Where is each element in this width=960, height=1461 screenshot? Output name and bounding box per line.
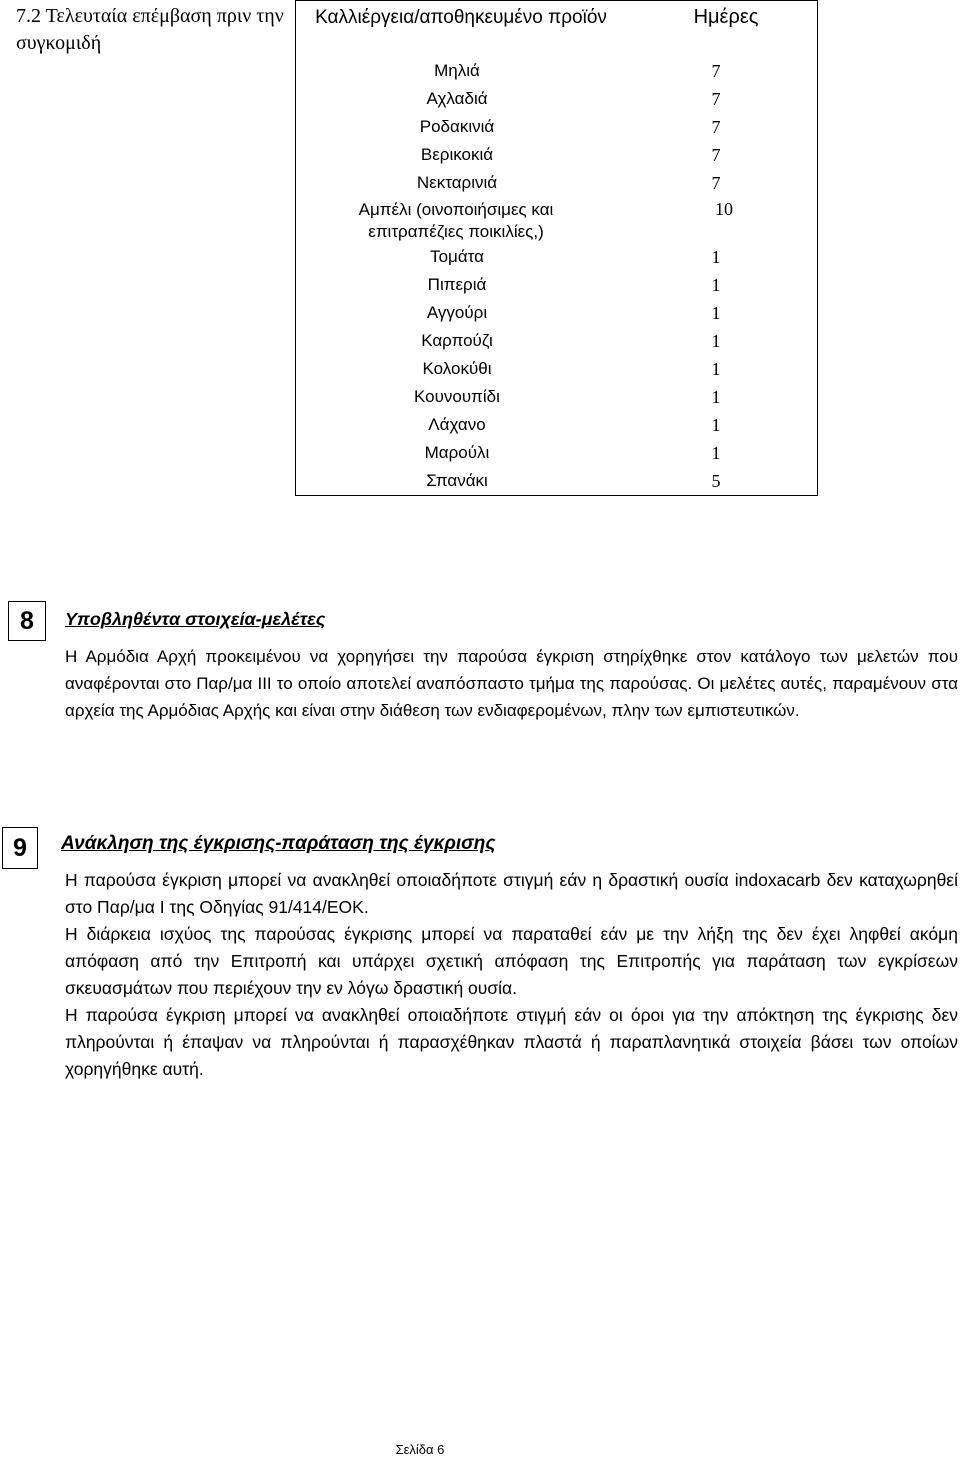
table-row xyxy=(296,243,819,271)
table-row xyxy=(296,197,819,243)
table-row xyxy=(296,355,819,383)
table-row xyxy=(296,467,819,495)
table-cell-days: 5 xyxy=(711,471,721,491)
table-cell-days: 7 xyxy=(711,89,721,109)
table-cell-crop: Αγγούρι xyxy=(426,303,488,322)
table-cell-days: 7 xyxy=(711,173,721,193)
table-cell-crop: Ροδακινιά xyxy=(419,117,495,136)
table-cell-crop: Βερικοκιά xyxy=(420,145,494,164)
table-row xyxy=(296,169,819,197)
section-9-heading: Ανάκληση της έγκρισης-παράταση της έγκρισης xyxy=(61,833,496,854)
table-row xyxy=(296,141,819,169)
table-header-crop: Καλλιέργεια/αποθηκευμένο προϊόν xyxy=(315,7,607,28)
table-cell-days: 1 xyxy=(711,359,721,379)
table-cell-crop: Μαρούλι xyxy=(424,443,490,462)
table-cell-crop: Καρπούζι xyxy=(421,331,493,350)
table-cell-crop: Πιπεριά xyxy=(427,275,487,294)
section-9-body xyxy=(65,867,958,1083)
table-cell-crop: Κολοκύθι xyxy=(422,359,492,378)
page-number: Σελίδα 6 xyxy=(395,1442,445,1457)
pre-harvest-interval-table xyxy=(295,0,818,496)
table-cell-days: 1 xyxy=(711,387,721,407)
table-cell-crop: Κουνουπίδι xyxy=(414,387,500,406)
table-cell-days: 7 xyxy=(711,117,721,137)
section-8-paragraph: Η Αρμόδια Αρχή προκειμένου να χορηγήσει την παρούσα έγκριση στηρίχθηκε στον κατάλογο των μελετών που αναφέρονται στο Παρ/μα ΙΙΙ το οποίο αποτελεί αναπόσπαστο τμήμα της παρούσας. Οι μελέτες αυτές, παραμένουν στα αρχεία της Αρμόδιας Αρχής και είναι στην διάθεση των ενδιαφερομένων, πλην των εμπιστευτικών. xyxy=(65,647,958,720)
table-row xyxy=(296,439,819,467)
table-cell-crop: Σπανάκι xyxy=(426,471,488,490)
table-cell-crop: Λάχανο xyxy=(428,415,486,434)
table-cell-days: 1 xyxy=(711,443,721,463)
table-cell-crop: Νεκταρινιά xyxy=(416,173,498,192)
table-row xyxy=(296,57,819,85)
section-9-paragraph: Η διάρκεια ισχύος της παρούσας έγκρισης μπορεί να παραταθεί εάν με την λήξη της δεν έχει ληφθεί ακόμη απόφαση από την Επιτροπή και υπάρχει σχετική απόφαση της Επιτροπής για παράταση των εγκρίσεων σκευασμάτων που περιέχουν την εν λόγω δραστική ουσία. xyxy=(65,924,958,998)
table-row xyxy=(296,327,819,355)
section-9-paragraph: Η παρούσα έγκριση μπορεί να ανακληθεί οποιαδήποτε στιγμή εάν η δραστική ουσία indoxacarb δεν καταχωρηθεί στο Παρ/μα Ι της Οδηγίας 91/414/ΕΟΚ. xyxy=(65,870,958,917)
table-row xyxy=(296,383,819,411)
section-number-box: 9 xyxy=(2,827,38,869)
table-cell-days: 1 xyxy=(711,331,721,351)
section-9-paragraph: Η παρούσα έγκριση μπορεί να ανακληθεί οποιαδήποτε στιγμή εάν οι όροι για την απόκτηση της έγκρισης δεν πληρούνται ή έπαψαν να πληρούνται ή παρασχέθηκαν πλαστά ή παραπλανητικά στοιχεία βάσει των οποίων χορηγήθηκε αυτή. xyxy=(65,1005,958,1079)
table-cell-crop: Αμπέλι (οινοποιήσιμες και επιτραπέζιες ποικιλίες,) xyxy=(358,200,554,241)
table-row xyxy=(296,113,819,141)
table-cell-days: 1 xyxy=(711,303,721,323)
table-row xyxy=(296,411,819,439)
table-cell-days: 1 xyxy=(711,275,721,295)
table-row xyxy=(296,299,819,327)
table-cell-crop: Αχλαδιά xyxy=(426,89,488,108)
table-cell-days: 1 xyxy=(711,415,721,435)
table-cell-crop: Τομάτα xyxy=(430,247,484,266)
table-cell-days: 7 xyxy=(711,61,721,81)
table-cell-crop: Μηλιά xyxy=(434,61,480,80)
table-cell-days: 10 xyxy=(715,199,733,219)
table-header-days: Ημέρες xyxy=(693,6,759,28)
section-number-box: 8 xyxy=(8,601,46,641)
table-row xyxy=(296,85,819,113)
table-row xyxy=(296,271,819,299)
section-8-heading: Υποβληθέντα στοιχεία-μελέτες xyxy=(65,609,326,629)
table-cell-days: 1 xyxy=(711,247,721,267)
section-7-2-label: 7.2 Τελευταία επέμβαση πριν την συγκομιδή xyxy=(16,5,284,54)
table-cell-days: 7 xyxy=(711,145,721,165)
